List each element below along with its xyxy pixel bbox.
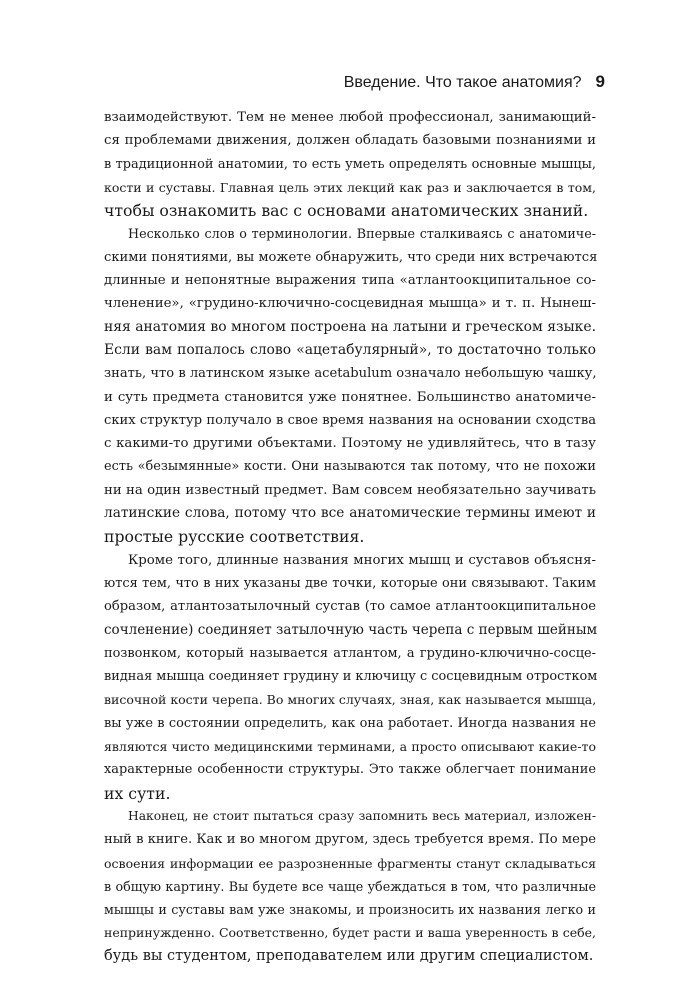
text-line: в традиционной анатомии, то есть уметь определять основные мышцы, (104, 156, 596, 172)
text-line: ся проблемами движения, должен обладать базовыми познаниями и (104, 133, 596, 149)
page-number: 9 (595, 72, 605, 91)
text-line: непринужденно. Соответственно, будет расти и ваша уверенность в себе, (104, 925, 596, 941)
text-line: латинские слова, потому что все анатомические термины имеют и (104, 505, 596, 522)
text-line: ни на один известный предмет. Вам совсем необязательно заучивать (104, 482, 596, 498)
text-line: есть «безымянные» кости. Они называются так потому, что не похожи (104, 459, 596, 475)
text-line: знать, что в латинском языке acetabulum означало небольшую чашку, (104, 366, 597, 382)
text-line: чтобы ознакомить вас с основами анатомических знаний. (104, 201, 589, 221)
text-line: Если вам попалось слово «ацетабулярный», то достаточно только (104, 341, 596, 358)
text-line: Несколько слов о терминологии. Впервые сталкиваясь с анатомиче- (128, 226, 596, 242)
text-line: освоения информации ее разрозненные фрагменты станут складываться (104, 855, 596, 871)
text-line: вы уже в состоянии определить, как она работает. Иногда названия не (104, 715, 596, 731)
text-line: видная мышца соединяет грудину и ключицу с сосцевидным отростком (104, 669, 598, 685)
text-line: будь вы студентом, преподавателем или другим специалистом. (104, 947, 594, 964)
text-line: няя анатомия во многом построена на латыни и греческом языке. (104, 318, 596, 335)
running-head-title: Введение. Что такое анатомия? (343, 74, 582, 91)
paragraph-1 (104, 106, 596, 222)
text-line: характерные особенности структуры. Это также облегчает понимание (104, 762, 596, 778)
paragraph-4 (104, 805, 596, 968)
text-line: Наконец, не стоит пытаться сразу запомнить весь материал, изложен- (128, 808, 596, 823)
text-line: ются тем, что в них указаны две точки, которые они связывают. Таким (104, 575, 596, 591)
text-line: мышцы и суставы вам уже знакомы, и произносить их названия легко и (104, 902, 596, 918)
text-line: взаимодействуют. Тем не менее любой профессионал, занимающий- (104, 110, 596, 125)
text-line: членение», «грудино-ключично-сосцевидная мышца» и т. п. Нынеш- (104, 296, 596, 312)
text-line: длинные и непонятные выражения типа «атлантоокципитальное со- (104, 273, 596, 289)
paragraph-2 (104, 222, 596, 548)
text-line: скими понятиями, вы можете обнаружить, что среди них встречаются (104, 249, 598, 265)
text-line: образом, атлантозатылочный сустав (то самое атлантоокципитальное (104, 599, 596, 615)
text-line: с какими-то другими объектами. Поэтому не удивляйтесь, что в тазу (104, 436, 596, 452)
text-line: сочленение) соединяет затылочную часть черепа с первым шейным (104, 621, 598, 638)
text-line: их сути. (104, 783, 171, 803)
text-line: Кроме того, длинные названия многих мышц и суставов объясня- (128, 552, 596, 568)
text-line: позвонком, который называется атлантом, а грудино-ключично-сосце- (104, 645, 596, 661)
running-head (344, 72, 605, 92)
paragraph-3 (104, 549, 596, 805)
text-line: височной кости черепа. Во многих случаях, зная, как называется мышца, (104, 692, 597, 708)
text-line: в общую картину. Вы будете все чаще убеждаться в том, что различные (104, 878, 596, 894)
text-line: и суть предмета становится уже понятнее. Большинство анатомиче- (104, 389, 596, 405)
text-line: простые русские соответствия. (104, 527, 365, 547)
text-line: кости и суставы. Главная цель этих лекций как раз и заключается в том, (104, 179, 596, 195)
text-line: ный в книге. Как и во многом другом, здесь требуется время. По мере (104, 832, 596, 848)
text-line: являются чисто медицинскими терминами, а просто описывают какие-то (104, 739, 596, 755)
body-text (104, 106, 596, 968)
text-line: ских структур получало в свое время названия на основании сходства (104, 412, 596, 428)
